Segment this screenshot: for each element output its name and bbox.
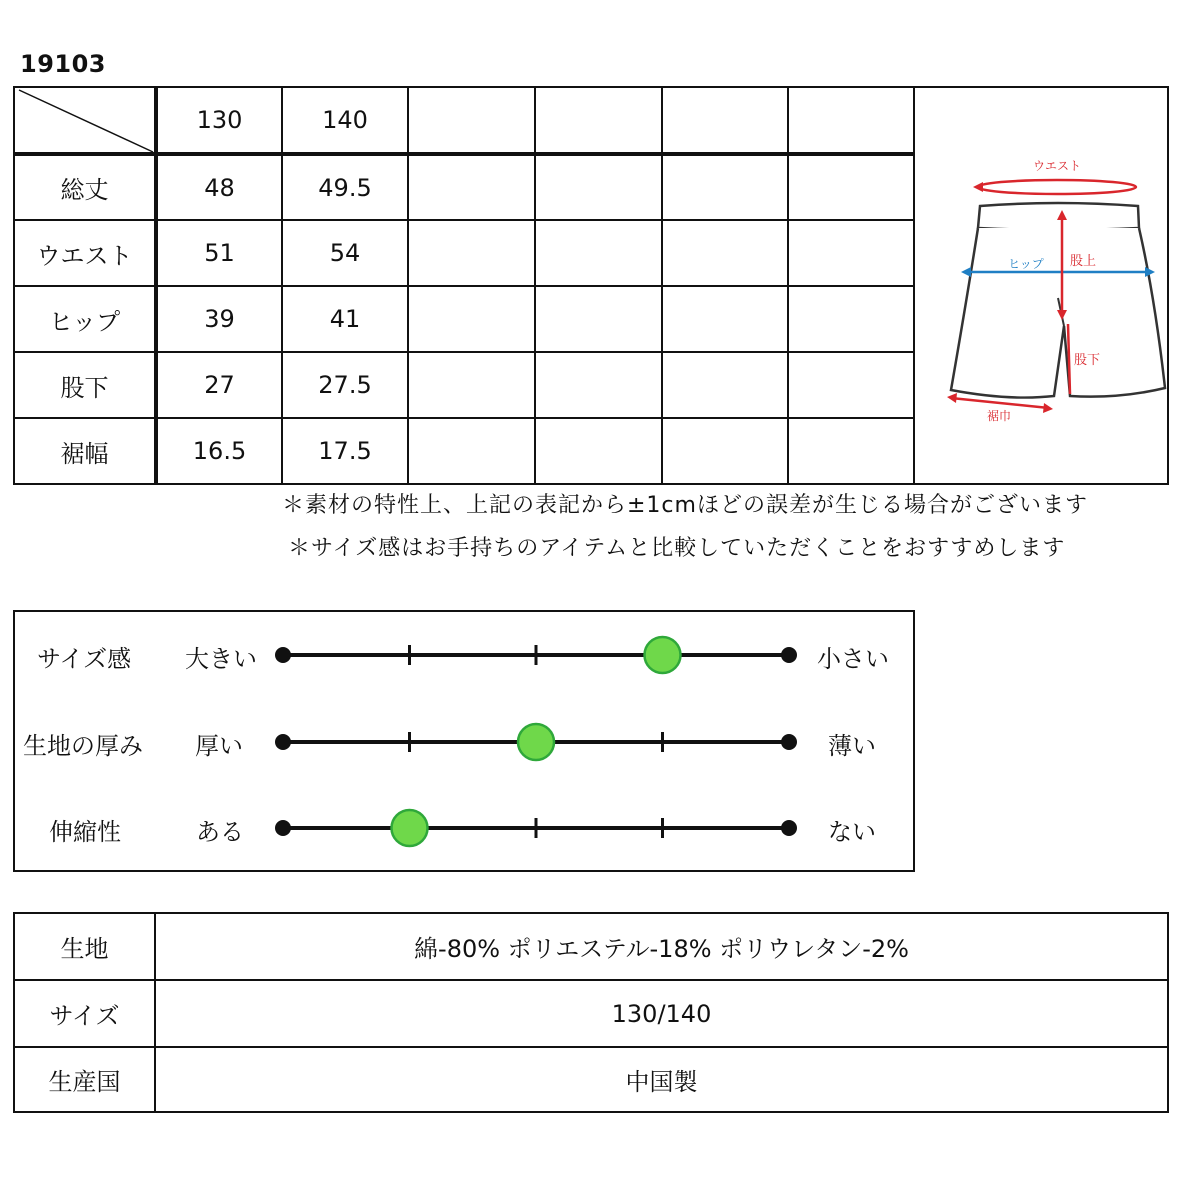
feel-left-stretch: ある <box>196 818 244 846</box>
scale-size <box>275 637 797 673</box>
size-header-130: 130 <box>196 106 243 134</box>
row-label-hem-width: 裾幅 <box>60 439 109 468</box>
scale-end-dot <box>781 647 797 663</box>
cell-value: 17.5 <box>318 437 372 465</box>
shorts-outline <box>951 228 1165 398</box>
inseam-label: 股下 <box>1073 353 1101 368</box>
feel-left-size: 大きい <box>185 645 257 673</box>
cell-value: 41 <box>329 305 361 333</box>
feel-label-stretch: 伸縮性 <box>49 818 121 846</box>
product-code: 19103 <box>20 50 106 78</box>
feel-left-thickness: 厚い <box>195 732 243 760</box>
note-tolerance: ＊素材の特性上、上記の表記から±1cmほどの誤差が生じる場合がございます <box>282 493 1088 518</box>
info-value-origin: 中国製 <box>625 1068 698 1096</box>
info-label-fabric: 生地 <box>60 935 109 963</box>
scale-marker <box>518 724 554 760</box>
feel-right-thickness: 薄い <box>828 732 876 760</box>
cell-value: 27.5 <box>318 371 372 399</box>
cell-value: 49.5 <box>318 173 372 202</box>
cell-value: 54 <box>329 239 361 267</box>
feel-scales <box>15 612 913 870</box>
feel-label-thickness: 生地の厚み <box>23 732 143 760</box>
cell-value: 39 <box>204 305 235 333</box>
waist-label: ウエスト <box>1032 159 1082 173</box>
scale-end-dot <box>781 820 797 836</box>
scale-marker <box>645 637 681 673</box>
shorts-measurement-diagram <box>929 88 1169 483</box>
hip-label: ヒップ <box>1008 257 1044 271</box>
fit-feel-box <box>13 610 915 872</box>
row-label-hip: ヒップ <box>48 307 121 336</box>
info-label-size: サイズ <box>49 1002 120 1030</box>
cell-value: 16.5 <box>192 437 247 465</box>
info-label-origin: 生産国 <box>48 1068 121 1096</box>
note-compare: ＊サイズ感はお手持ちのアイテムと比較していただくことをおすすめします <box>288 536 1066 561</box>
row-label-waist: ウエスト <box>36 241 133 270</box>
feel-label-size: サイズ感 <box>37 645 132 673</box>
cell-value: 27 <box>204 371 235 399</box>
scale-end-dot <box>275 647 291 663</box>
scale-end-dot <box>275 734 291 750</box>
cell-value: 48 <box>204 173 235 202</box>
scale-end-dot <box>275 820 291 836</box>
info-table <box>13 912 1169 1113</box>
size-header-140: 140 <box>322 106 368 134</box>
waistband <box>978 203 1139 230</box>
corner-diagonal <box>15 88 155 154</box>
info-value-size: 130/140 <box>611 999 712 1028</box>
row-label-inseam: 股下 <box>60 373 109 402</box>
size-table <box>13 86 1169 485</box>
scale-thickness <box>275 724 797 760</box>
row-label-total-length: 総丈 <box>60 176 109 204</box>
hem-label: 裾巾 <box>986 409 1012 423</box>
feel-right-stretch: ない <box>828 818 876 846</box>
rise-label: 股上 <box>1069 254 1097 269</box>
hem-arrow <box>951 398 1049 408</box>
waist-arrow <box>978 180 1136 194</box>
info-value-fabric: 綿-80% ポリエステル-18% ポリウレタン-2% <box>414 935 909 963</box>
scale-stretch <box>275 810 797 846</box>
scale-end-dot <box>781 734 797 750</box>
scale-marker <box>392 810 428 846</box>
cell-value: 51 <box>204 239 235 267</box>
feel-right-size: 小さい <box>817 645 889 673</box>
